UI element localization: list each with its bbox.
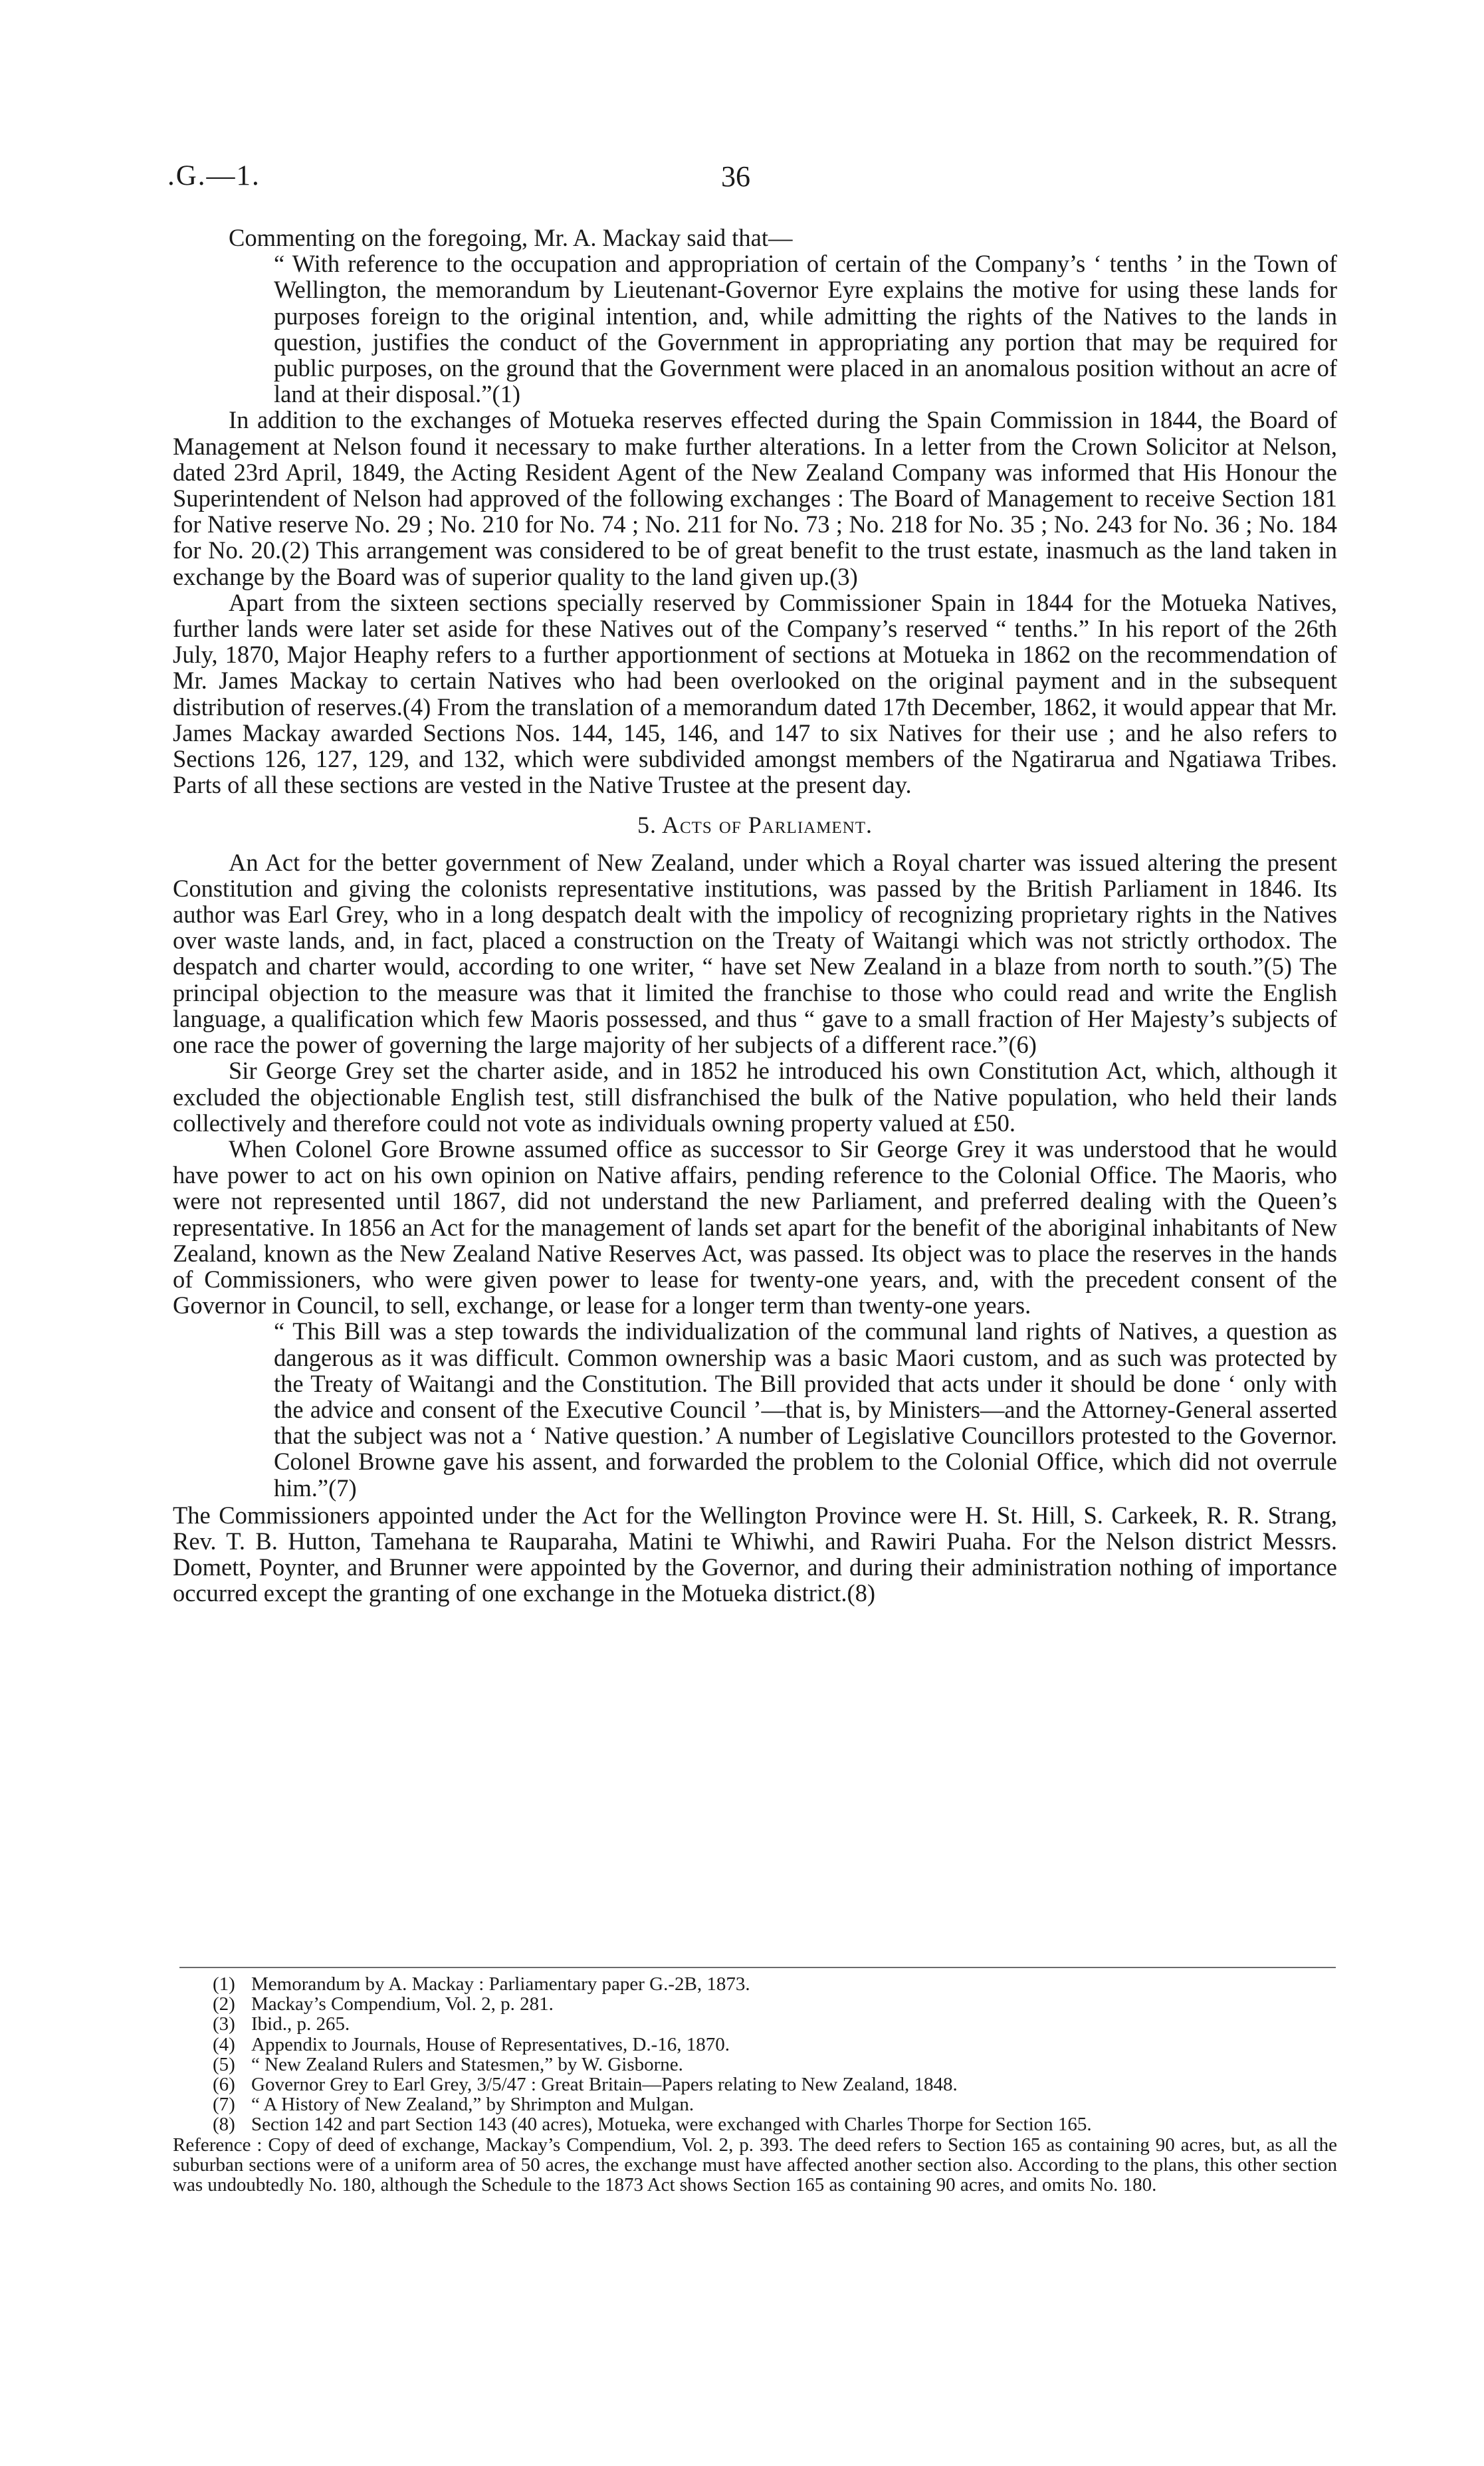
paragraph: Commenting on the foregoing, Mr. A. Mackay said that— [229,224,793,251]
footnote: (6) Governor Grey to Earl Grey, 3/5/47 : Great Britain—Papers relating to New Zealand, 1848. [213,2074,958,2096]
body-text [173,225,1337,1607]
document-reference: .G.—1. [167,160,261,191]
page-number: 36 [721,160,750,193]
paragraph: Sir George Grey set the charter aside, and in 1852 he introduced his own Constitution Act, which, although it excluded the objectionable English test, still disfranchised the bulk of the Native population, who held their lands collectively and therefore could not vote as individuals owning property valued at £50. [173,1057,1337,1137]
footnote: (7) “ A History of New Zealand,” by Shrimpton and Mulgan. [213,2094,694,2116]
footnote: (8) Section 142 and part Section 143 (40 acres), Motueka, were exchanged with Charles Thorpe for Section 165. [213,2114,1092,2136]
footnote-continuation: Reference : Copy of deed of exchange, Mackay’s Compendium, Vol. 2, p. 393. The deed refers to Section 165 as containing 90 acres, but, as all the suburban sections were of a uniform area of 50 acres, the exchange must have affected another section also. According to the plans, this other section was undoubtedly No. 180, although the Schedule to the 1873 Act shows Section 165 as containing 90 acres, and omits No. 180. [173,2134,1337,2196]
paragraph: The Commissioners appointed under the Act for the Wellington Province were H. St. Hill, S. Carkeek, R. R. Strang, Rev. T. B. Hutton, Tamehana te Rauparaha, Matini te Whiwhi, and Rawiri Puaha. For the Nelson district Messrs. Domett, Poynter, and Brunner were appointed by the Governor, and during their administration nothing of importance occurred except the granting of one exchange in the Motueka district.(8) [173,1501,1337,1607]
paragraph: Apart from the sixteen sections specially reserved by Commissioner Spain in 1844 for the Motueka Natives, further lands were later set aside for these Natives out of the Company’s reserved “ tenths.” In his report of the 26th July, 1870, Major Heaphy refers to a further apportionment of sections at Motueka in 1862 on the recommendation of Mr. James Mackay to certain Natives who had been overlooked on the original payment and in the subsequent distribution of reserves.(4) From the translation of a memorandum dated 17th December, 1862, it would appear that Mr. James Mackay awarded Sections Nos. 144, 145, 146, and 147 to six Natives for their use ; and he also refers to Sections 126, 127, 129, and 132, which were subdivided amongst members of the Ngatirarua and Ngatiawa Tribes. Parts of all these sections are vested in the Native Trustee at the present day. [173,588,1337,799]
footnote: (3) Ibid., p. 265. [213,2013,350,2035]
footnote: (1) Memorandum by A. Mackay : Parliamentary paper G.-2B, 1873. [213,1973,750,1995]
paragraph: An Act for the better government of New Zealand, under which a Royal charter was issued altering the present Constitution and giving the colonists representative institutions, was passed by the British Parliament in 1846. Its author was Earl Grey, who in a long despatch dealt with the impolicy of recognizing proprietary rights in the Natives over waste lands, and, in fact, placed a construction on the Treaty of Waitangi which was not strictly orthodox. The despatch and charter would, according to one writer, “ have set New Zealand in a blaze from north to south.”(5) The principal objection to the measure was that it limited the franchise to those who could read and write the English language, a qualification which few Maoris possessed, and thus “ gave to a small fraction of Her Majesty’s subjects of one race the power of governing the large majority of her subjects of a different race.”(6) [173,848,1337,1059]
footnote-rule [179,1967,1336,1968]
footnote: (4) Appendix to Journals, House of Representatives, D.-16, 1870. [213,2033,730,2055]
footnotes [173,1974,1337,2195]
footnote: (5) “ New Zealand Rulers and Statesmen,” by W. Gisborne. [213,2053,683,2075]
paragraph: In addition to the exchanges of Motueka reserves effected during the Spain Commission in 1844, the Board of Management at Nelson found it necessary to make further alterations. In a letter from the Crown Solicitor at Nelson, dated 23rd April, 1849, the Acting Resident Agent of the New Zealand Company was informed that His Honour the Superintendent of Nelson had approved of the following exchanges : The Board of Management to receive Section 181 for Native reserve No. 29 ; No. 210 for No. 74 ; No. 211 for No. 73 ; No. 218 for No. 35 ; No. 243 for No. 36 ; No. 184 for No. 20.(2) This arrangement was considered to be of great benefit to the trust estate, inasmuch as the land taken in exchange by the Board was of superior quality to the land given up.(3) [173,406,1337,590]
block-quote: “ With reference to the occupation and appropriation of certain of the Company’s ‘ tenths ’ in the Town of Wellington, the memorandum by Lieutenant-Governor Eyre explains the motive for using these lands for purposes foreign to the original intention, and, while admitting the rights of the Natives to the lands in question, justifies the conduct of the Government in appropriating any portion that may be required for public purposes, on the ground that the Government were placed in an anomalous position without an acre of land at their disposal.”(1) [274,250,1337,408]
block-quote: “ This Bill was a step towards the individualization of the communal land rights of Natives, a question as dangerous as it was difficult. Common ownership was a basic Maori custom, and as such was protected by the Treaty of Waitangi and the Constitution. The Bill provided that acts under it should be done ‘ only with the advice and consent of the Executive Council ’—that is, by Ministers—and the Attorney-General asserted that the subject was not a ‘ Native question.’ A number of Legislative Councillors protested to the Governor. Colonel Browne gave his assent, and forwarded the problem to the Colonial Office, which did not overrule him.”(7) [274,1317,1337,1502]
footnote: (2) Mackay’s Compendium, Vol. 2, p. 281. [213,1993,554,2015]
section-heading: 5. Acts of Parliament. [637,812,873,839]
paragraph: When Colonel Gore Browne assumed office as successor to Sir George Grey it was understood that he would have power to act on his own opinion on Native affairs, pending reference to the Colonial Office. The Maoris, who were not represented until 1867, did not understand the new Parliament, and preferred dealing with the Queen’s representative. In 1856 an Act for the management of lands set apart for the benefit of the aboriginal inhabitants of New Zealand, known as the New Zealand Native Reserves Act, was passed. Its object was to place the reserves in the hands of Commissioners, who were given power to lease for twenty-one years, and, with the precedent consent of the Governor in Council, to sell, exchange, or lease for a longer term than twenty-one years. [173,1135,1337,1319]
